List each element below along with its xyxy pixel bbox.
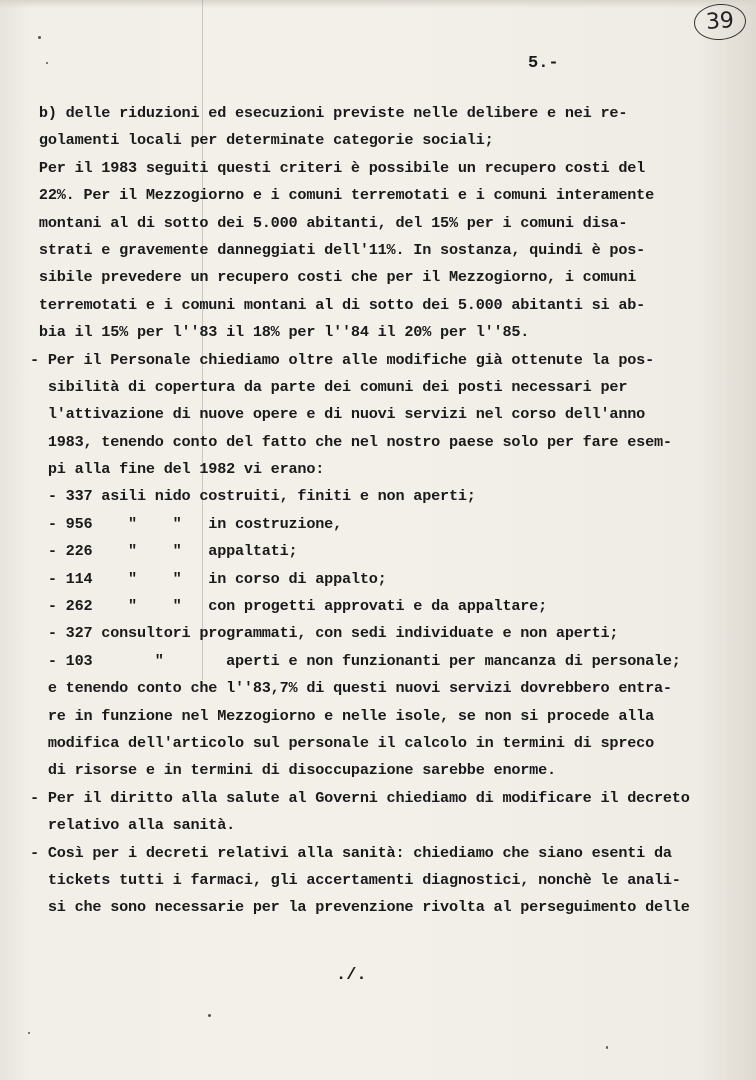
paper-speck [606, 1046, 608, 1049]
text-line: l'attivazione di nuove opere e di nuovi servizi nel corso dell'anno [30, 405, 646, 424]
text-line: - Per il Personale chiediamo oltre alle modifiche già ottenute la pos- [30, 350, 654, 369]
text-line: sibile prevedere un recupero costi che per il Mezzogiorno, i comuni [30, 268, 637, 287]
text-line: 22%. Per il Mezzogiorno e i comuni terremotati e i comuni interamente [30, 186, 654, 205]
text-line: golamenti locali per determinate categorie sociali; [30, 131, 494, 150]
text-line: e tenendo conto che l''83,7% di questi nuovi servizi dovrebbero entra- [30, 679, 672, 698]
text-line: pi alla fine del 1982 vi erano: [30, 460, 325, 479]
paper-speck [46, 62, 48, 64]
text-line: modifica dell'articolo sul personale il calcolo in termini di spreco [30, 733, 654, 752]
list-item: - 262 " " con progetti approvati e da appaltare; [30, 597, 548, 616]
archive-number-stamp: 39 [693, 2, 747, 42]
body-text [30, 100, 730, 922]
text-line: montani al di sotto dei 5.000 abitanti, del 15% per i comuni disa- [30, 213, 628, 232]
list-item: - 956 " " in costruzione, [30, 514, 342, 533]
text-line: terremotati e i comuni montani al di sotto dei 5.000 abitanti si ab- [30, 295, 646, 314]
paper-speck [208, 1014, 211, 1017]
list-item: - 226 " " appaltati; [30, 542, 298, 561]
list-item: - 103 " aperti e non funzionanti per mancanza di personale; [30, 651, 681, 670]
text-line: di risorse e in termini di disoccupazione sarebbe enorme. [30, 761, 556, 780]
text-line: - Per il diritto alla salute al Governi chiediamo di modificare il decreto [30, 788, 690, 807]
text-line: Per il 1983 seguiti questi criteri è possibile un recupero costi del [30, 158, 646, 177]
continuation-mark: ./. [336, 966, 367, 985]
text-line: re in funzione nel Mezzogiorno e nelle isole, se non si procede alla [30, 706, 654, 725]
page-top-edge [0, 0, 756, 8]
text-line: tickets tutti i farmaci, gli accertamenti diagnostici, nonchè le anali- [30, 870, 681, 889]
list-item: - 114 " " in corso di appalto; [30, 569, 387, 588]
list-item: - 327 consultori programmati, con sedi individuate e non aperti; [30, 624, 619, 643]
text-line: b) delle riduzioni ed esecuzioni previste nelle delibere e nei re- [30, 104, 628, 122]
list-item: - 337 asili nido costruiti, finiti e non aperti; [30, 487, 476, 506]
text-line: bia il 15% per l''83 il 18% per l''84 il 20% per l''85. [30, 323, 530, 342]
text-line: 1983, tenendo conto del fatto che nel nostro paese solo per fare esem- [30, 432, 672, 451]
text-line: relativo alla sanità. [30, 816, 236, 835]
text-line: sibilità di copertura da parte dei comuni dei posti necessari per [30, 377, 628, 396]
paper-speck [38, 36, 41, 39]
page-number: 5.- [528, 54, 559, 73]
text-line: si che sono necessarie per la prevenzione rivolta al perseguimento delle [30, 898, 690, 917]
paper-speck [28, 1032, 30, 1034]
text-line: strati e gravemente danneggiati dell'11%. In sostanza, quindi è pos- [30, 240, 646, 259]
text-line: - Così per i decreti relativi alla sanità: chiediamo che siano esenti da [30, 843, 672, 862]
